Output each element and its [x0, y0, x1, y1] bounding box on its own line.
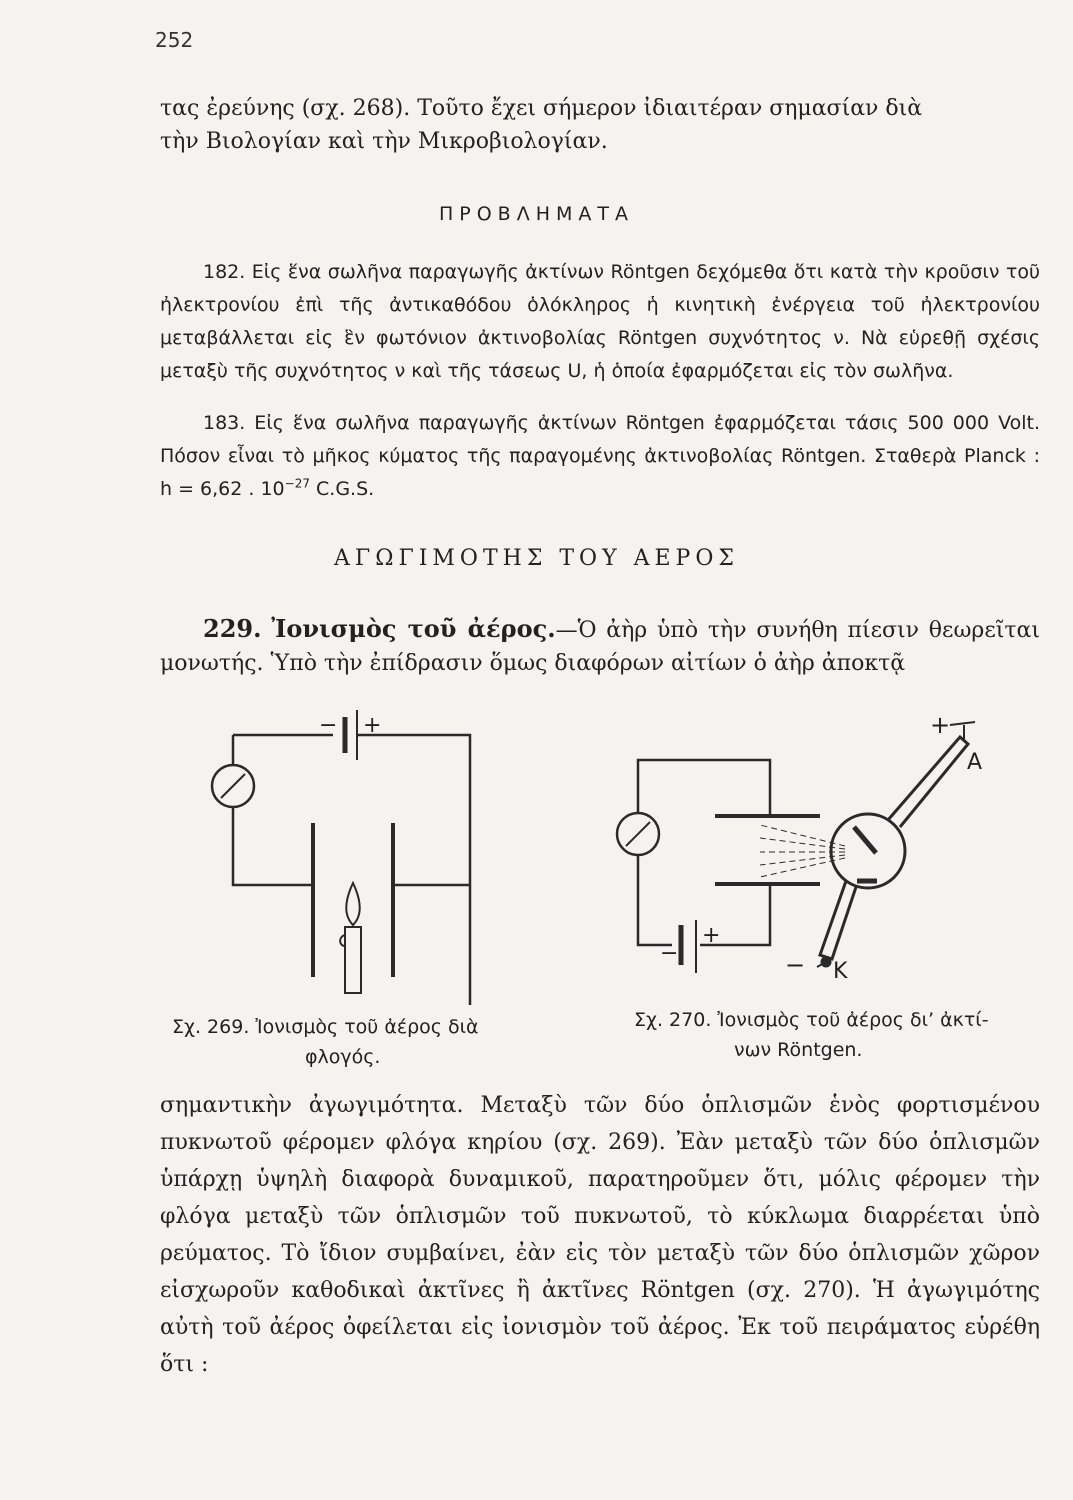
intro-line-1: τας ἐρεύνης (σχ. 268). Τοῦτο ἔχει σήμερον ἰδιαιτέραν σημασίαν διὰ	[160, 96, 923, 121]
figure-270-diagram	[600, 705, 1040, 1005]
tube-cathode-arm	[820, 881, 856, 959]
tube-plus: +	[930, 711, 951, 739]
figure-269-diagram	[195, 705, 495, 1005]
section-heading: ΑΓΩΓΙΜΟΤΗΣ ΤΟΥ ΑΕΡΟΣ	[334, 546, 739, 571]
section-number: 229.	[203, 614, 262, 643]
section-title: Ἰονισμὸς τοῦ ἀέρος.	[271, 614, 556, 643]
intro-line-2: τὴν Βιολογίαν καὶ τὴν Μικροβιολογίαν.	[160, 129, 608, 154]
wire-top	[638, 760, 770, 816]
candle-flame	[346, 883, 360, 925]
galvanometer-needle	[221, 774, 245, 798]
candle-body	[345, 927, 361, 993]
caption-270-line-2: νων Röntgen.	[734, 1039, 863, 1061]
problem-183-text: 183. Εἰς ἕνα σωλῆνα παραγωγῆς ἀκτίνων Röntgen ἐφαρμόζεται τάσις 500 000 Volt. Πόσον εἶναι τὸ μῆκος κύματος τῆς παραγομένης ἀκτινοβολίας Röntgen.	[160, 412, 1040, 467]
anticathode	[854, 827, 876, 853]
problems-heading: ΠΡΟΒΛΗΜΑΤΑ	[438, 203, 634, 225]
tube-minus: −	[785, 951, 806, 979]
battery-plus: +	[702, 923, 721, 948]
intro-paragraph	[160, 92, 1040, 158]
wire-top-right	[357, 735, 470, 1005]
section-229-paragraph	[160, 612, 1040, 680]
label-cathode: K	[833, 959, 848, 984]
planck-constant: Σταθερὰ Planck : h = 6,62 . $10^{-27}$ C.G.S.	[160, 445, 1040, 500]
minus-sign: −	[319, 713, 338, 738]
figure-270-caption	[634, 1005, 989, 1065]
wire-bottom-left	[638, 855, 672, 945]
section-intro-text: —Ὁ ἀὴρ ὑπὸ τὴν συνήθη πίεσιν θεωρεῖται μονωτής. Ὑπὸ τὴν ἐπίδρασιν ὅμως διαφόρων αἰτίων ὁ ἀὴρ ἀποκτᾷ	[160, 618, 1040, 676]
figure-269-caption	[172, 1012, 479, 1072]
caption-270-line-1: Σχ. 270. Ἰονισμὸς τοῦ ἀέρος δι’ ἀκτί-	[634, 1009, 989, 1031]
battery-minus: −	[660, 941, 679, 966]
caption-269-line-1: Σχ. 269. Ἰονισμὸς τοῦ ἀέρος διὰ	[172, 1016, 479, 1038]
tube-anode-arm	[888, 737, 968, 827]
problem-182: 182. Εἰς ἕνα σωλῆνα παραγωγῆς ἀκτίνων Röntgen δεχόμεθα ὅτι κατὰ τὴν κροῦσιν τοῦ ἠλεκτρονίου ἐπὶ τῆς ἀντικαθόδου ὁλόκληρος ἡ κινητικὴ ἐνέργεια τοῦ ἠλεκτρονίου μεταβάλλεται εἰς ἓν φωτόνιον ἀκτινοβολίας Röntgen συχνότητος ν. Νὰ εὑρεθῇ σχέσις μεταξὺ τῆς συχνότητος ν καὶ τῆς τάσεως U, ἡ ὁποία ἐφαρμόζεται εἰς τὸν σωλῆνα.	[160, 261, 1040, 382]
planck-exponent: −27	[284, 476, 310, 491]
galvanometer-needle	[626, 822, 650, 846]
page-number: 252	[155, 28, 194, 52]
plus-sign: +	[363, 713, 382, 738]
closing-paragraph: σημαντικὴν ἀγωγιμότητα. Μεταξὺ τῶν δύο ὁπλισμῶν ἑνὸς φορτισμένου πυκνωτοῦ φέρομεν φλόγα κηρίου (σχ. 269). Ἐὰν μεταξὺ τῶν δύο ὁπλισμῶν ὑπάρχῃ ὑψηλὴ διαφορὰ δυναμικοῦ, παρατηροῦμεν ὅτι, μόλις φέρομεν τὴν φλόγα μεταξὺ τῶν ὁπλισμῶν τοῦ πυκνωτοῦ, τὸ κύκλωμα διαρρέεται ὑπὸ ρεύματος. Τὸ ἴδιον συμβαίνει, ἐὰν εἰς τὸν μεταξὺ τῶν δύο ὁπλισμῶν χῶρον εἰσχωροῦν καθοδικαὶ ἀκτῖνες ἢ ἀκτῖνες Röntgen (σχ. 270). Ἡ ἀγωγιμότης αὐτὴ τοῦ ἀέρος ὀφείλεται εἰς ἰονισμὸν τοῦ ἀέρος. Ἐκ τοῦ πειράματος εὑρέθη ὅτι :	[160, 1093, 1040, 1377]
x-ray-tube-bulb	[831, 814, 905, 888]
wire-left-lower	[233, 807, 313, 885]
label-anode: A	[967, 750, 983, 775]
caption-269-line-2: φλογός.	[305, 1046, 381, 1068]
problem-183	[160, 407, 1040, 506]
